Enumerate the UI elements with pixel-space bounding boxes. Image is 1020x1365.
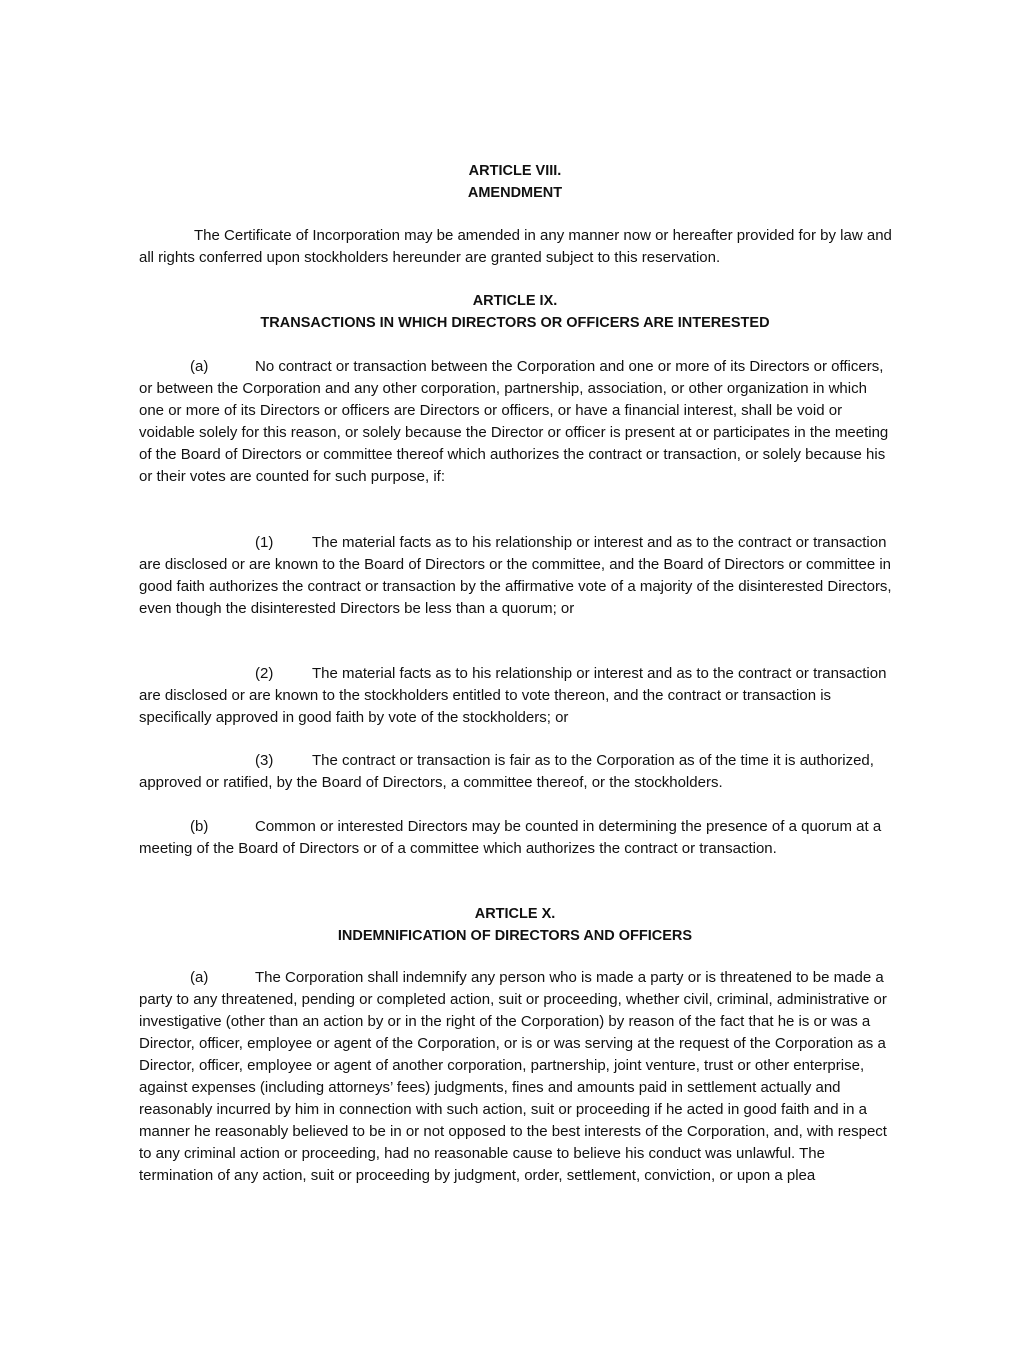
paragraph-marker: (2) — [255, 665, 274, 682]
paragraph-text: The material facts as to his relationship or interest and as to the contract or transaction are disclosed or are known to the stockholders entitled to vote thereon, and the contract or transaction is specifically approved in good faith by vote of the stockholders; or — [139, 665, 887, 726]
paragraph-text: The contract or transaction is fair as to the Corporation as of the time it is authorized, approved or ratified, by the Board of Directors, a committee thereof, or the stockholders. — [139, 752, 874, 791]
article-viii-number: ARTICLE VIII. — [468, 163, 562, 179]
paragraph-marker: (3) — [255, 752, 274, 769]
article-ix-subparagraph-1 — [139, 532, 894, 620]
article-ix-title: TRANSACTIONS IN WHICH DIRECTORS OR OFFICERS ARE INTERESTED — [260, 315, 770, 331]
article-ix-heading — [140, 290, 890, 334]
article-ix-subparagraph-2 — [139, 663, 894, 729]
article-x-heading — [140, 903, 890, 947]
article-ix-subparagraph-3 — [139, 750, 894, 794]
paragraph-text: The material facts as to his relationship or interest and as to the contract or transaction are disclosed or are known to the Board of Directors or the committee, and the Board of Directors or committee in good faith authorizes the contract or transaction by the affirmative vote of a majority of the disinterested Directors, even though the disinterested Directors be less than a quorum; or — [139, 534, 892, 617]
article-ix-paragraph-a — [139, 356, 894, 488]
article-ix-number: ARTICLE IX. — [472, 293, 558, 309]
article-viii-title: AMENDMENT — [467, 185, 563, 201]
paragraph-marker: (1) — [255, 534, 274, 551]
paragraph-text: No contract or transaction between the Corporation and one or more of its Directors or officers, or between the Corporation and any other corporation, partnership, association, or other organization in which one or more of its Directors or officers are Directors or officers, or have a financial interest, shall be void or voidable solely for this reason, or solely because the Director or officer is present at or participates in the meeting of the Board of Directors or committee thereof which authorizes the contract or transaction, or solely because his or their votes are counted for such purpose, if: — [139, 358, 889, 485]
paragraph-marker: (a) — [190, 969, 209, 986]
paragraph-marker: (a) — [190, 358, 209, 375]
article-viii-body: The Certificate of Incorporation may be amended in any manner now or hereafter provided for by law and all rights conferred upon stockholders hereunder are granted subject to this reservation. — [139, 227, 892, 266]
article-x-paragraph-a — [139, 967, 894, 1187]
paragraph-text: Common or interested Directors may be counted in determining the presence of a quorum at a meeting of the Board of Directors or of a committee which authorizes the contract or transaction. — [139, 818, 882, 857]
article-x-number: ARTICLE X. — [474, 906, 556, 922]
paragraph-text: The Corporation shall indemnify any person who is made a party or is threatened to be made a party to any threatened, pending or completed action, suit or proceeding, whether civil, criminal, administrative or investigative (other than an action by or in the right of the Corporation) by reason of the fact that he is or was a Director, officer, employee or agent of the Corporation, or is or was serving at the request of the Corporation as a Director, officer, employee or agent of another corporation, partnership, joint venture, trust or other enterprise, against expenses (including attorneys’ fees) judgments, fines and amounts paid in settlement actually and reasonably incurred by him in connection with such action, suit or proceeding if he acted in good faith and in a manner he reasonably believed to be in or not opposed to the best interests of the Corporation, and, with respect to any criminal action or proceeding, had no reasonable cause to believe his conduct was unlawful. The termination of any action, suit or proceeding by judgment, order, settlement, conviction, or upon a plea — [139, 969, 887, 1184]
article-x-title: INDEMNIFICATION OF DIRECTORS AND OFFICERS — [337, 928, 693, 944]
article-viii-heading — [140, 160, 890, 204]
paragraph-marker: (b) — [190, 818, 209, 835]
article-ix-paragraph-b — [139, 816, 894, 860]
